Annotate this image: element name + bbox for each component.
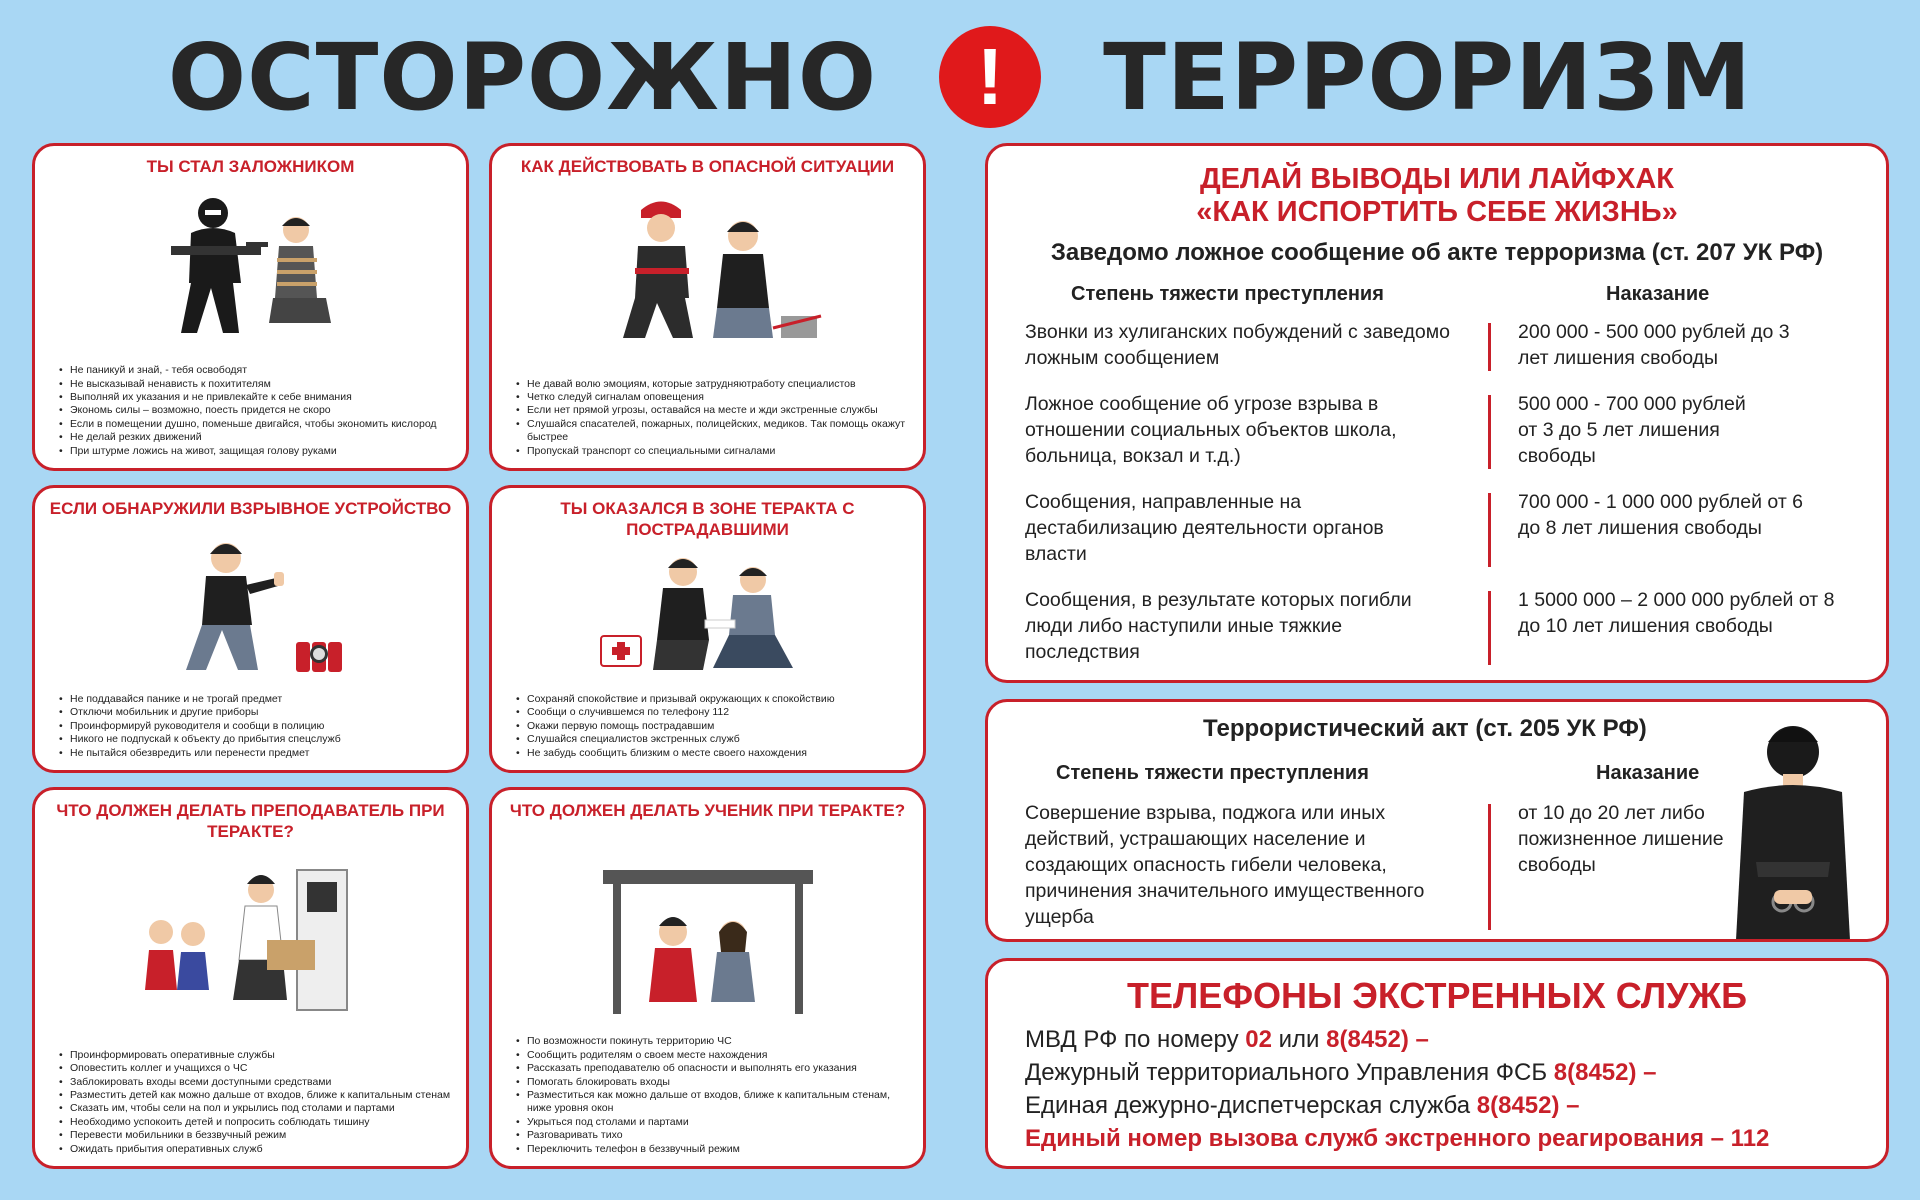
card-title: ТЫ СТАЛ ЗАЛОЖНИКОМ <box>146 157 355 176</box>
row-description: Сообщения, в результате которых погибли люди либо наступили иные тяжкие последствия <box>1025 589 1412 663</box>
phone-line-mvd <box>1025 1023 1769 1056</box>
list-item: • Ожидать прибытия оперативных служб <box>59 1143 452 1156</box>
tips-list <box>516 693 909 760</box>
teacher-illustration <box>35 860 466 1020</box>
list-item: • Если в помещении душно, поменьше двигайся, чтобы экономить кислород <box>59 418 452 431</box>
list-item: • Разместить детей как можно дальше от входов, ближе к капитальным стенам <box>59 1089 452 1102</box>
handcuffed-person-illustration <box>1718 712 1868 942</box>
list-item: • Отключи мобильник и другие приборы <box>59 706 452 719</box>
row-divider <box>1488 395 1491 469</box>
list-item: • Если нет прямой угрозы, оставайся на месте и жди экстренные службы <box>516 404 909 417</box>
law-207-panel <box>985 143 1889 683</box>
row-penalty: 1 5000 000 – 2 000 000 рублей от 8 до 10 лет лишения свободы <box>1518 589 1835 637</box>
page-title <box>0 22 1920 132</box>
row-divider <box>1488 493 1491 567</box>
list-item: • Проинформировать оперативные службы <box>59 1049 452 1062</box>
law-205-title: Террористический акт (ст. 205 УК РФ) <box>1203 715 1647 742</box>
hostage-illustration <box>35 188 466 338</box>
column-severity: Степень тяжести преступления <box>1056 762 1369 784</box>
phone-line-fsb <box>1025 1056 1769 1089</box>
list-item: • Слушайся спасателей, пожарных, полицейских, медиков. Так помощь окажут быстрее <box>516 418 909 445</box>
list-item: • Переключить телефон в беззвучный режим <box>516 1143 909 1156</box>
column-penalty: Наказание <box>1596 762 1700 784</box>
title-word-terrorism: ТЕРРОРИЗМ <box>1103 23 1753 131</box>
list-item: • Не делай резких движений <box>59 431 452 444</box>
card-title: ЧТО ДОЛЖЕН ДЕЛАТЬ УЧЕНИК ПРИ ТЕРАКТЕ? <box>509 801 906 820</box>
students-under-desk-illustration <box>492 862 923 1022</box>
column-severity: Степень тяжести преступления <box>1071 283 1384 305</box>
card-attack-zone <box>489 485 926 773</box>
list-item: • Сказать им, чтобы сели на пол и укрылись под столами и партами <box>59 1102 452 1115</box>
table-row <box>988 319 1886 375</box>
list-item: • Не высказывай ненависть к похитителям <box>59 378 452 391</box>
card-title: КАК ДЕЙСТВОВАТЬ В ОПАСНОЙ СИТУАЦИИ <box>520 157 895 176</box>
column-penalty: Наказание <box>1606 283 1710 305</box>
row-description: Совершение взрыва, поджога или иных действий, устрашающих население и создающих опасность гибели человека, причинения значительного имущественного ущерба <box>1025 802 1425 928</box>
row-description: Ложное сообщение об угрозе взрыва в отношении социальных объектов школа, больница, вокзал и т.д.) <box>1025 393 1397 467</box>
list-item: • Сообщи о случившемся по телефону 112 <box>516 706 909 719</box>
list-item: • Сообщить родителям о своем месте нахождения <box>516 1049 909 1062</box>
list-item: • Экономь силы – возможно, поесть придется не скоро <box>59 404 452 417</box>
list-item: • Четко следуй сигналам оповещения <box>516 391 909 404</box>
list-item: • Укрыться под столами и партами <box>516 1116 909 1129</box>
tips-list <box>59 693 452 760</box>
list-item: • Разговаривать тихо <box>516 1129 909 1142</box>
list-item: • Не паникуй и знай, - тебя освободят <box>59 364 452 377</box>
list-item: • Пропускай транспорт со специальными сигналами <box>516 445 909 458</box>
list-item: • Выполняй их указания и не привлекайте к себе внимания <box>59 391 452 404</box>
tips-list <box>59 1049 452 1156</box>
emergency-phones-panel <box>985 958 1889 1169</box>
row-penalty: 200 000 - 500 000 рублей до 3 лет лишения свободы <box>1518 321 1790 369</box>
list-item: • При штурме ложись на живот, защищая голову руками <box>59 445 452 458</box>
rescuer-illustration <box>492 188 923 348</box>
card-title: ТЫ ОКАЗАЛСЯ В ЗОНЕ ТЕРАКТА С ПОСТРАДАВШИМИ <box>560 499 855 539</box>
card-dangerous-situation <box>489 143 926 471</box>
list-item: • Окажи первую помощь пострадавшим <box>516 720 909 733</box>
list-item: • Проинформируй руководителя и сообщи в полицию <box>59 720 452 733</box>
list-item: • Не забудь сообщить близким о месте своего нахождения <box>516 747 909 760</box>
card-explosive-device <box>32 485 469 773</box>
tips-list <box>516 378 909 458</box>
law-207-headline-2: «КАК ИСПОРТИТЬ СЕБЕ ЖИЗНЬ» <box>1196 196 1678 228</box>
title-word-caution: ОСТОРОЖНО <box>167 23 878 131</box>
table-row <box>988 587 1886 669</box>
card-title: ЕСЛИ ОБНАРУЖИЛИ ВЗРЫВНОЕ УСТРОЙСТВО <box>49 499 452 518</box>
phone-label: МВД РФ по номеру <box>1025 1026 1246 1053</box>
list-item: • Оповестить коллег и учащихся о ЧС <box>59 1062 452 1075</box>
list-item: • Помогать блокировать входы <box>516 1076 909 1089</box>
phone-label: или <box>1271 1026 1327 1053</box>
phone-number: 02 <box>1245 1026 1272 1053</box>
phone-line-112: Единый номер вызова служб экстренного реагирования – 112 <box>1025 1125 1770 1152</box>
phones-title: ТЕЛЕФОНЫ ЭКСТРЕННЫХ СЛУЖБ <box>1127 975 1747 1016</box>
card-teacher <box>32 787 469 1169</box>
phone-number: 8(8452) – <box>1476 1092 1580 1119</box>
list-item: • Не поддавайся панике и не трогай предмет <box>59 693 452 706</box>
row-divider <box>1488 804 1491 930</box>
law-207-title: Заведомо ложное сообщение об акте терроризма (ст. 207 УК РФ) <box>1050 239 1824 266</box>
card-student <box>489 787 926 1169</box>
phones-list <box>1025 1023 1769 1155</box>
table-row <box>988 391 1886 473</box>
list-item: • Не давай волю эмоциям, которые затрудняютработу специалистов <box>516 378 909 391</box>
tips-list <box>516 1035 909 1156</box>
row-description: Звонки из хулиганских побуждений с заведомо ложным сообщением <box>1025 321 1450 369</box>
list-item: • Заблокировать входы всеми доступными средствами <box>59 1076 452 1089</box>
row-divider <box>1488 591 1491 665</box>
table-row <box>988 489 1886 571</box>
list-item: • Необходимо успокоить детей и попросить соблюдать тишину <box>59 1116 452 1129</box>
list-item: • Не пытайся обезвредить или перенести предмет <box>59 747 452 760</box>
card-hostage <box>32 143 469 471</box>
bomb-illustration <box>35 530 466 680</box>
list-item: • Слушайся специалистов экстренных служб <box>516 733 909 746</box>
list-item: • Рассказать преподавателю об опасности и выполнять его указания <box>516 1062 909 1075</box>
law-205-panel <box>985 699 1889 942</box>
list-item: • Перевести мобильники в беззвучный режим <box>59 1129 452 1142</box>
phone-label: Дежурный территориального Управления ФСБ <box>1025 1059 1554 1086</box>
law-207-headline-1: ДЕЛАЙ ВЫВОДЫ ИЛИ ЛАЙФХАК <box>1200 163 1674 195</box>
list-item: • Разместиться как можно дальше от входов, ближе к капитальным стенам, ниже уровня окон <box>516 1089 909 1116</box>
row-penalty: 500 000 - 700 000 рублей от 3 до 5 лет лишения свободы <box>1518 393 1746 467</box>
list-item: • Никого не подпускай к объекту до прибытия спецслужб <box>59 733 452 746</box>
row-divider <box>1488 323 1491 371</box>
phone-number: 8(8452) – <box>1326 1026 1429 1053</box>
phone-line-edds <box>1025 1089 1769 1122</box>
tips-list <box>59 364 452 458</box>
row-penalty: 700 000 - 1 000 000 рублей от 6 до 8 лет лишения свободы <box>1518 491 1804 539</box>
phone-number: 8(8452) – <box>1553 1059 1657 1086</box>
row-penalty: от 10 до 20 лет либо пожизненное лишение свободы <box>1518 802 1724 876</box>
first-aid-illustration <box>492 550 923 680</box>
card-title: ЧТО ДОЛЖЕН ДЕЛАТЬ ПРЕПОДАВАТЕЛЬ ПРИ ТЕРАКТЕ? <box>56 801 445 841</box>
list-item: • По возможности покинуть территорию ЧС <box>516 1035 909 1048</box>
phone-label: Единая дежурно-диспетчерская служба <box>1025 1092 1477 1119</box>
row-description: Сообщения, направленные на дестабилизацию деятельности органов власти <box>1025 491 1384 565</box>
exclamation-icon: ! <box>939 26 1041 128</box>
list-item: • Сохраняй спокойствие и призывай окружающих к спокойствию <box>516 693 909 706</box>
